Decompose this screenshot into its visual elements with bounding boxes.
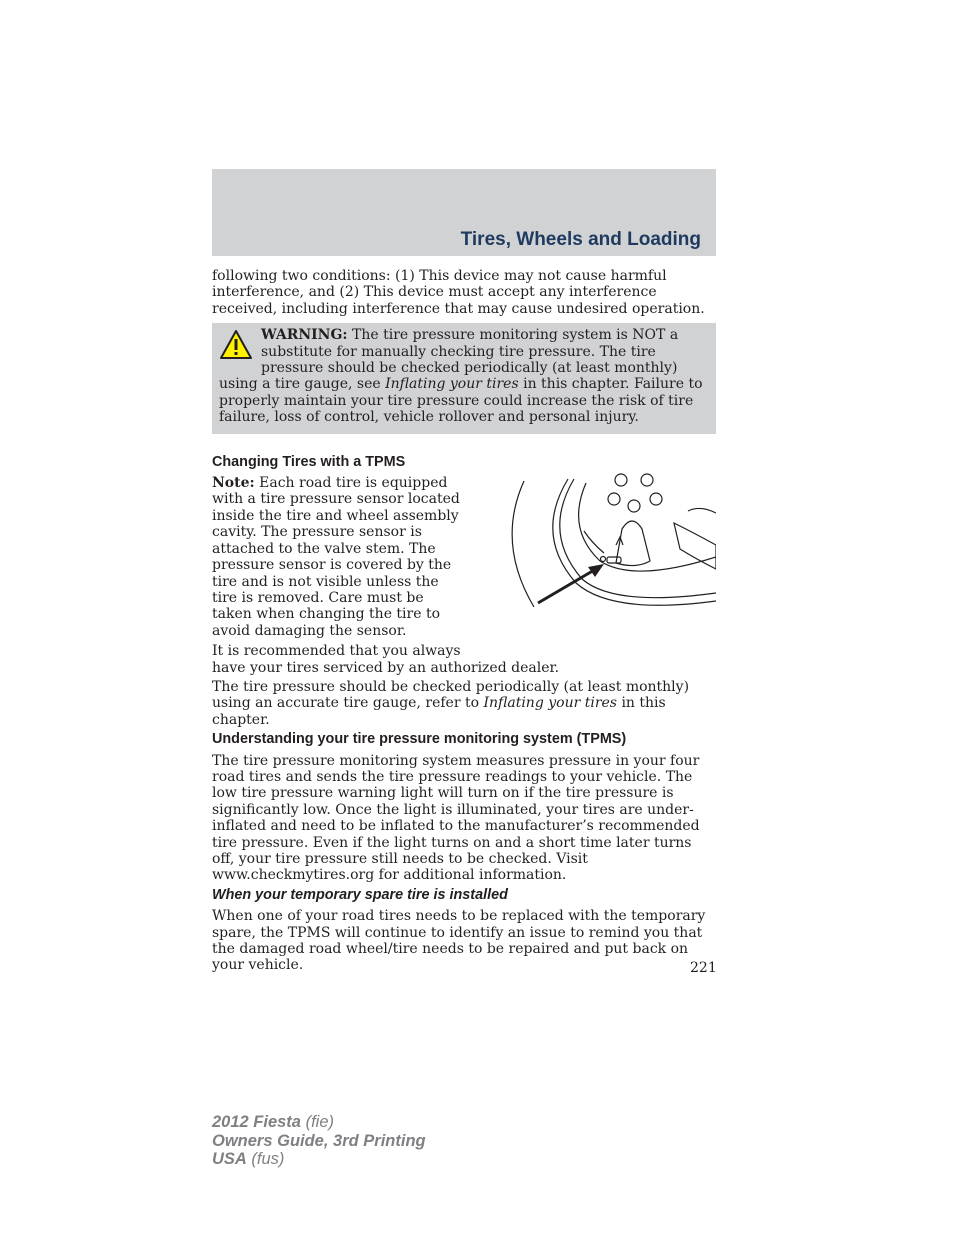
recommend-line-1: It is recommended that you always <box>212 643 461 660</box>
tire-sensor-illustration <box>504 473 716 617</box>
chapter-header-band <box>212 169 716 256</box>
warning-link: Inflating your tires <box>385 376 519 393</box>
check-paragraph <box>212 679 716 728</box>
warning-triangle-icon <box>219 329 253 361</box>
note-label: Note: <box>212 475 255 492</box>
check-link: Inflating your tires <box>483 695 617 712</box>
footer-line-1 <box>212 1113 426 1132</box>
document-footer <box>212 1113 426 1169</box>
recommend-line-2: have your tires serviced by an authorized dealer. <box>212 659 560 676</box>
recommend-paragraph <box>212 643 716 676</box>
footer-model: 2012 Fiesta <box>212 1113 301 1131</box>
warning-box <box>212 323 716 433</box>
warning-text-end: in this chapter. Failure to properly maintain your tire pressure could increase the risk of tire failure, loss of control, vehicle rollover and personal injury. <box>219 376 703 426</box>
understanding-paragraph: The tire pressure monitoring system measures pressure in your four road tires and sends the tire pressure readings to your vehicle. The low tire pressure warning light will turn on if the tire pressure is significantly low. Once the light is illuminated, your tires are under-inflated and need to be inflated to the manufacturer’s recommended tire pressure. Even if the light turns on and a short time later turns off, your tire pressure still needs to be checked. Visit www.checkmytires.org for additional information. <box>212 752 700 884</box>
heading-changing-tires: Changing Tires with a TPMS <box>212 453 406 470</box>
note-text: Each road tire is equipped with a tire pressure sensor located inside the tire and wheel assembly cavity. The pressure sensor is attached to the valve stem. The pressure sensor is covered by the tire and is not visible unless the tire is removed. Care must be taken when changing the tire to avoid damaging the sensor. <box>212 475 460 639</box>
heading-understanding-tpms: Understanding your tire pressure monitoring system (TPMS) <box>212 731 627 748</box>
intro-paragraph: following two conditions: (1) This device may not cause harmful interference, and (2) This device must accept any interference received, including interference that may cause undesired operation. <box>212 268 705 317</box>
footer-line-3 <box>212 1150 426 1169</box>
check-text: The tire pressure should be checked periodically (at least monthly) using an accurate tire gauge, refer to <box>212 678 690 712</box>
footer-market-code: (fus) <box>246 1150 285 1169</box>
footer-line-2: Owners Guide, 3rd Printing <box>212 1131 426 1150</box>
chapter-title: Tires, Wheels and Loading <box>460 229 701 250</box>
spare-paragraph: When one of your road tires needs to be replaced with the temporary spare, the TPMS will continue to identify an issue to remind you that the damaged road wheel/tire needs to be repaired and put back on your vehicle. <box>212 908 706 974</box>
check-text-end: in this chapter. <box>212 695 666 728</box>
warning-text: The tire pressure monitoring system is NOT a substitute for manually checking tire pressure. The tire pressure should be checked periodically (at least monthly) using a tire gauge, see <box>219 327 679 393</box>
heading-temporary-spare: When your temporary spare tire is installed <box>212 886 508 903</box>
warning-label: WARNING: <box>261 327 348 344</box>
footer-model-code: (fie) <box>300 1113 334 1131</box>
page-number: 221 <box>690 960 717 976</box>
note-block <box>212 475 716 676</box>
note-paragraph <box>212 475 464 639</box>
page-content <box>212 268 716 977</box>
footer-market: USA <box>212 1150 247 1169</box>
